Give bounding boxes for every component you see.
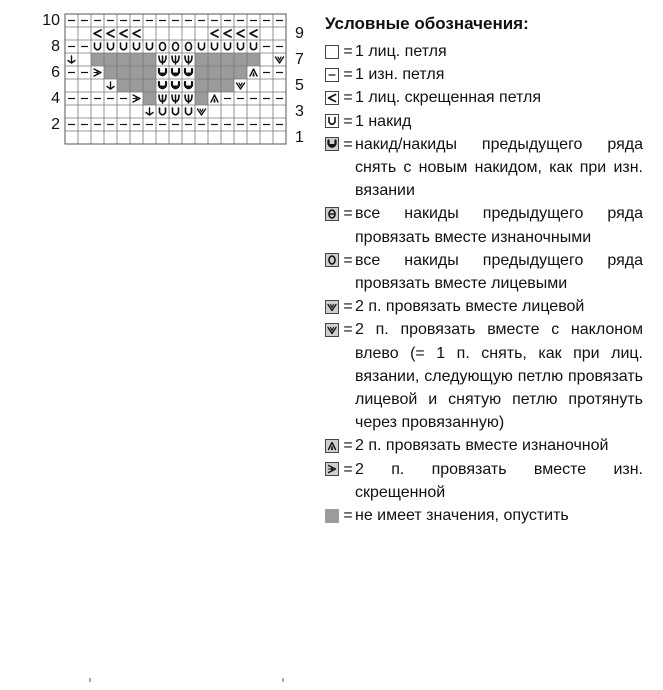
chart-grid — [64, 13, 290, 205]
chart-cell — [130, 79, 143, 92]
legend-title: Условные обозначения: — [325, 14, 529, 33]
chart-cell — [133, 95, 140, 102]
chart-cell — [198, 109, 206, 115]
chart-cell — [117, 53, 130, 66]
chart-cell — [130, 66, 143, 79]
chart-cell — [147, 43, 153, 50]
chart-cell — [195, 79, 208, 92]
chart-cell — [104, 66, 117, 79]
legend-item-text: 1 лиц. скрещенная петля — [355, 89, 542, 107]
chart-cell — [234, 66, 247, 79]
chart-cell — [237, 83, 245, 89]
chart-cell — [133, 30, 140, 37]
equals-sign: = — [343, 298, 353, 316]
blank-square-icon — [325, 40, 341, 63]
chart-cell — [173, 43, 179, 51]
row-number-left: 8 — [51, 37, 60, 55]
chart-cell — [169, 92, 182, 105]
equals-sign: = — [343, 205, 353, 223]
equals-sign: = — [343, 43, 353, 60]
chart-cell — [94, 69, 101, 76]
legend-item-text: 1 изн. петля — [355, 66, 445, 84]
k2tog-right-icon — [325, 295, 341, 318]
row-number-left: 10 — [42, 11, 60, 29]
chart-cell — [182, 79, 195, 92]
chart-cell — [117, 79, 130, 92]
chart-cell — [108, 43, 114, 50]
row-number-right: 7 — [295, 50, 304, 68]
chart-cell — [91, 53, 104, 66]
legend-item — [325, 202, 643, 248]
legend-item-text: 1 лиц. петля — [355, 43, 447, 60]
legend-item-text: накид/накиды предыдущего ряда снять с новым накидом, как при изн. вязании — [355, 135, 643, 200]
chart-cell — [238, 43, 244, 50]
chart-cell — [211, 30, 218, 37]
legend-item — [325, 63, 643, 86]
chart-cell — [160, 43, 166, 51]
no-stitch-icon — [325, 504, 341, 527]
legend-item — [325, 504, 643, 527]
chart-cell — [221, 53, 234, 66]
chart-cell — [221, 79, 234, 92]
chart-cell — [117, 66, 130, 79]
legend-item — [325, 249, 643, 295]
dash-square-icon — [325, 63, 341, 86]
chart-cell — [208, 53, 221, 66]
equals-sign: = — [343, 460, 353, 478]
equals-sign: = — [343, 437, 353, 455]
equals-sign: = — [343, 112, 353, 130]
chart-cell — [247, 53, 260, 66]
row-number-left: 6 — [51, 63, 60, 81]
legend-item — [325, 110, 643, 133]
chart-cell — [156, 92, 169, 105]
chart-cell — [156, 79, 169, 92]
chart-cell — [276, 57, 284, 63]
legend-item-text: 1 накид — [355, 112, 412, 130]
legend-item-text: не имеет значения, опустить — [355, 507, 569, 525]
row-number-right: 3 — [295, 102, 304, 120]
chart-cell — [251, 43, 257, 50]
chart-cell — [225, 43, 231, 50]
chart-cell — [195, 66, 208, 79]
legend-item-text: все накиды предыдущего ряда провязать вместе изнаночными — [355, 205, 643, 246]
row-number-left: 4 — [51, 89, 60, 107]
chart-cell — [121, 43, 127, 50]
p2tog-icon — [325, 434, 341, 457]
chart-cell — [237, 30, 244, 37]
slip-yarnover-icon — [325, 133, 341, 156]
chart-cell — [208, 79, 221, 92]
knit-together-icon — [325, 249, 341, 272]
chart-cell — [234, 53, 247, 66]
chart-cell — [208, 66, 221, 79]
purl-together-icon — [325, 202, 341, 225]
page-edge-marks — [0, 676, 663, 690]
chart-cell — [104, 53, 117, 66]
legend — [325, 14, 643, 527]
k2tog-left-icon — [325, 318, 341, 341]
row-number-right: 5 — [295, 76, 304, 94]
legend-item — [325, 318, 643, 434]
row-number-right: 1 — [295, 128, 304, 146]
yarn-over-icon — [325, 110, 341, 133]
chart-cell — [156, 53, 169, 66]
legend-item — [325, 86, 643, 109]
legend-item — [325, 40, 643, 63]
chart-cell — [195, 92, 208, 105]
legend-item-text: 2 п. провязать вместе изнаночной — [355, 437, 609, 455]
chart-cell — [212, 43, 218, 50]
chart-cell — [250, 30, 257, 37]
legend-item-text: 2 п. провязать вместе изн. скрещенной — [355, 460, 643, 501]
chart-cell — [182, 92, 195, 105]
chart-cell — [169, 66, 182, 79]
p2tog-tbl-icon — [325, 458, 341, 481]
chart-cell — [134, 43, 140, 50]
chart-cell — [169, 53, 182, 66]
equals-sign: = — [343, 251, 353, 269]
row-number-left: 2 — [51, 115, 60, 133]
legend-item — [325, 133, 643, 203]
legend-item — [325, 434, 643, 457]
chart-cell — [143, 53, 156, 66]
chart-cell — [182, 53, 195, 66]
equals-sign: = — [343, 135, 353, 153]
legend-item-text: все накиды предыдущего ряда провязать вместе лицевыми — [355, 251, 643, 293]
legend-item-text: 2 п. провязать вместе с наклоном влево (= 1 п. снять, как при лиц. вязании, следующую петлю провязать лицевой и снятую петлю протянуть через провязанную) — [355, 321, 643, 432]
chart-cell — [160, 108, 166, 115]
legend-item — [325, 295, 643, 318]
chart-cell — [186, 43, 192, 51]
chart-cell — [182, 66, 195, 79]
chart-cell — [199, 43, 205, 50]
chart-cell — [143, 92, 156, 105]
cross-knit-icon — [325, 86, 341, 109]
chart-cell — [107, 82, 114, 89]
chart-cell — [143, 79, 156, 92]
equals-sign: = — [343, 321, 353, 339]
chart-cell — [107, 30, 114, 37]
chart-cell — [94, 30, 101, 37]
chart-cell — [146, 108, 153, 115]
legend-item — [325, 458, 643, 504]
chart-cell — [224, 30, 231, 37]
chart-cell — [169, 79, 182, 92]
chart-cell — [250, 69, 257, 76]
row-number-right: 9 — [295, 24, 304, 42]
chart-cell — [211, 95, 218, 102]
chart-cell — [143, 66, 156, 79]
chart-cell — [195, 53, 208, 66]
equals-sign: = — [343, 66, 353, 84]
chart-cell — [95, 43, 101, 50]
chart-cell — [130, 53, 143, 66]
legend-item-text: 2 п. провязать вместе лицевой — [355, 298, 585, 316]
chart-cell — [173, 108, 179, 115]
chart-cell — [186, 108, 192, 115]
chart-cell — [120, 30, 127, 37]
chart-cell — [221, 66, 234, 79]
equals-sign: = — [343, 89, 353, 107]
chart-cell — [156, 66, 169, 79]
chart-cell — [68, 56, 75, 63]
equals-sign: = — [343, 507, 353, 525]
legend-list — [325, 40, 643, 527]
